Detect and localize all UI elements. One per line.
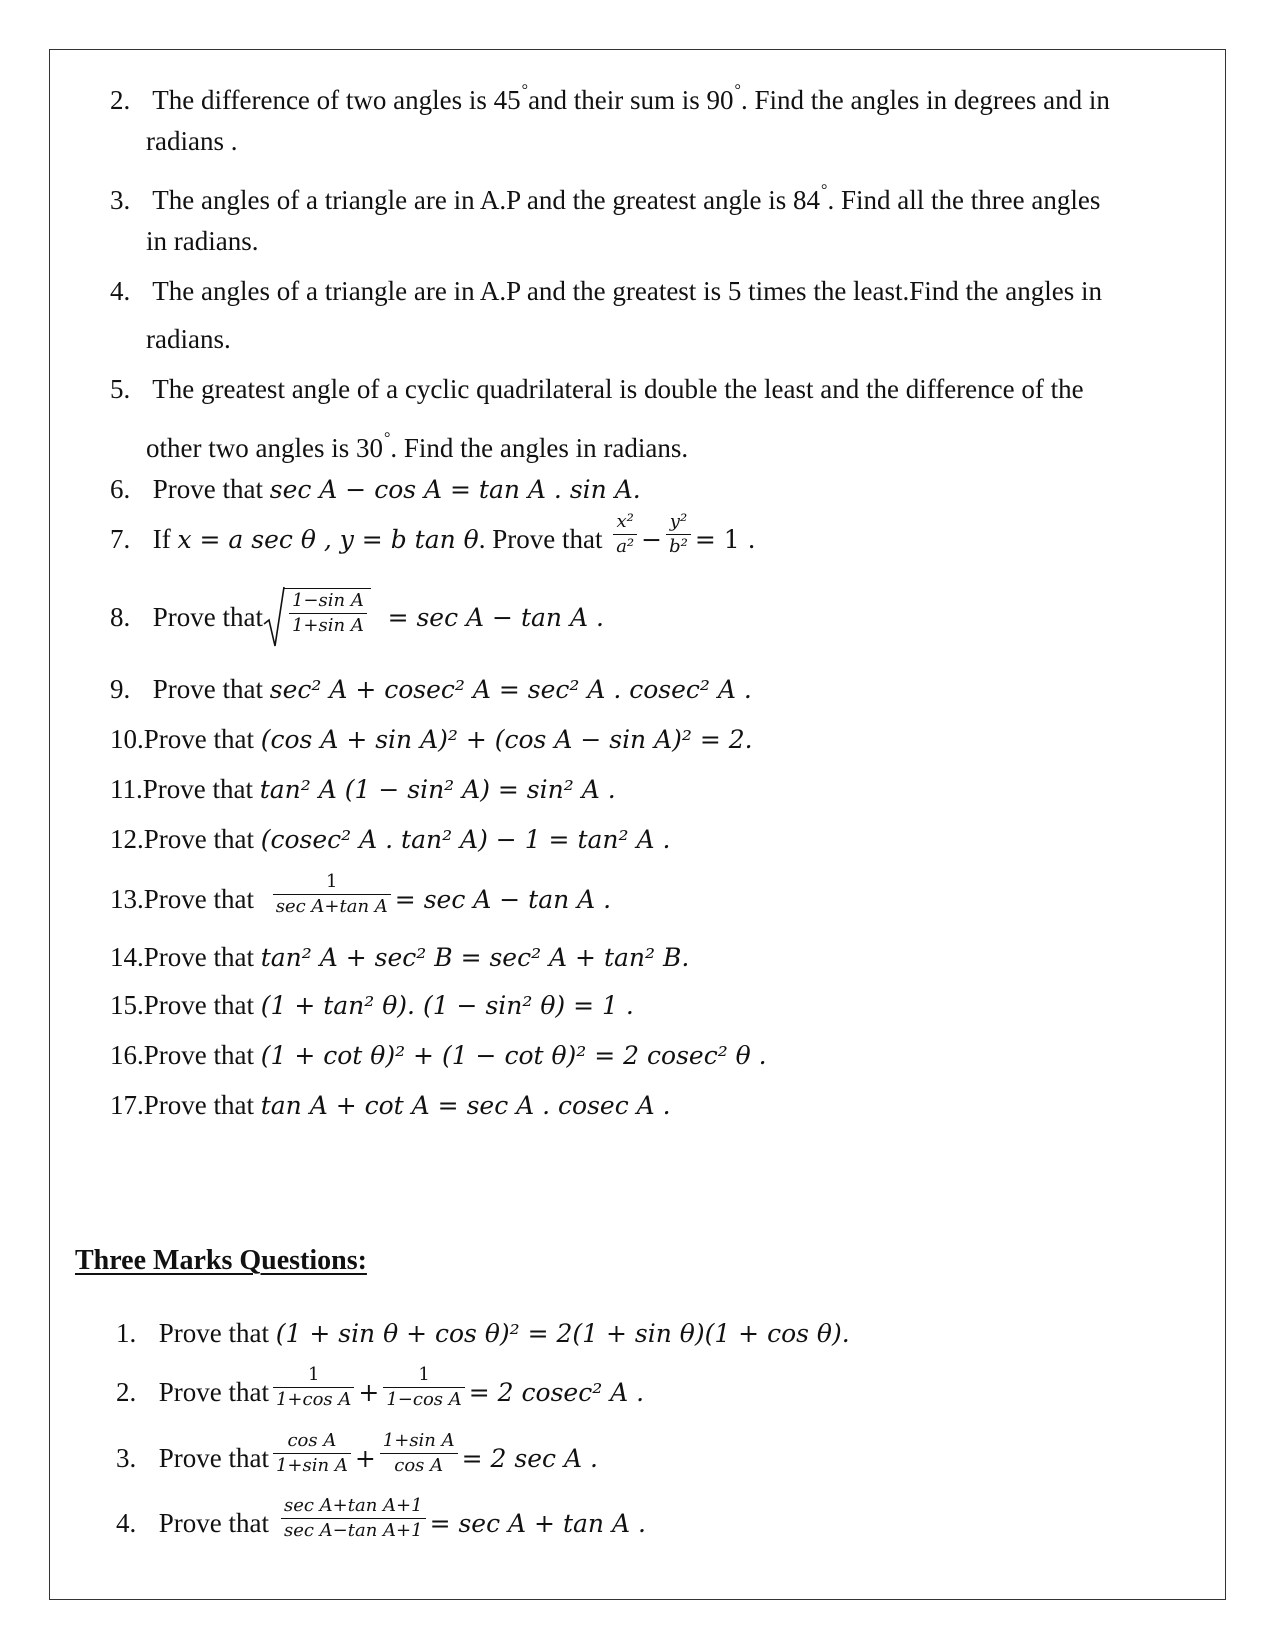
math-expression: tan² A (1 − sin² A) = sin² A .	[259, 775, 616, 804]
question-number: 4.	[110, 276, 131, 306]
question-13	[110, 871, 612, 919]
fraction-cos-plus: $\frac{1}{\text{1+cos A}}$	[273, 1363, 354, 1412]
fraction-sine: $\frac{\text{1−sin A}}{\text{1+sin A}}$	[289, 589, 367, 638]
three-mark-question-4	[116, 1495, 646, 1543]
question-text: Prove that	[158, 1318, 269, 1348]
question-4	[110, 274, 1102, 308]
question-text: Prove that	[152, 674, 263, 704]
question-8	[110, 589, 604, 638]
question-text: Prove that	[143, 724, 254, 754]
math-expression: tan² A + sec² B = sec² A + tan² B.	[260, 943, 690, 972]
fraction-cos-over-sin: $\frac{\text{cos A}}{\text{1+sin A}}$	[273, 1429, 351, 1478]
question-number: 5.	[110, 374, 131, 404]
question-text: Prove that	[143, 884, 254, 914]
question-text: The greatest angle of a cyclic quadrilateral is double the least and the difference of the	[152, 374, 1084, 404]
question-number: 14.	[110, 942, 144, 972]
question-number: 10.	[110, 724, 144, 754]
fraction-sec-tan: $\frac{\text{sec A+tan A+1}}{\text{sec A−tan A+1}}$	[281, 1494, 426, 1543]
question-number: 2.	[116, 1377, 137, 1407]
math-expression: = sec A + tan A .	[429, 1509, 646, 1538]
question-17	[110, 1088, 671, 1123]
math-expression: = 2 sec A .	[461, 1444, 598, 1473]
question-number: 8.	[110, 602, 131, 632]
question-number: 4.	[116, 1508, 137, 1538]
question-4-continuation: radians.	[146, 324, 231, 354]
section-heading-three-marks: Three Marks Questions:	[75, 1245, 367, 1276]
question-number: 3.	[116, 1443, 137, 1473]
question-number: 12.	[110, 824, 144, 854]
question-text: Prove that	[143, 942, 254, 972]
question-text: The difference of two angles is 45	[152, 85, 521, 115]
question-text: . Prove that	[478, 524, 603, 554]
question-text: Prove that	[158, 1443, 269, 1473]
fraction-y-over-b: $\frac{\text{y²}}{\text{b²}}$	[666, 510, 691, 559]
question-number: 2.	[110, 85, 131, 115]
question-number: 1.	[116, 1318, 137, 1348]
question-6	[110, 472, 641, 507]
question-text: Prove that	[158, 1508, 269, 1538]
question-5-continuation: other two angles is 30°. Find the angles in radians.	[146, 430, 689, 463]
math-expression: (1 + sin θ + cos θ)² = 2(1 + sin θ)(1 + cos θ).	[275, 1319, 850, 1348]
math-expression: sec² A + cosec² A = sec² A . cosec² A .	[269, 675, 752, 704]
question-12	[110, 822, 670, 857]
question-text: Prove that	[143, 1040, 254, 1070]
question-text: Prove that	[143, 1090, 254, 1120]
question-text: Prove that	[142, 774, 253, 804]
math-expression: = 1 .	[694, 525, 756, 554]
question-number: 7.	[110, 524, 131, 554]
question-7: 7. If x = a sec θ , y = b tan θ. Prove that $\frac{\text{x²}}{\text{a²}}$ − $\frac{\text{y²}}{\text{b²}}$ = 1 .	[110, 511, 756, 558]
question-number: 9.	[110, 674, 131, 704]
three-mark-question-2: 2. Prove that $\frac{1}{\text{1+cos A}}$ + $\frac{1}{\text{1−cos A}}$ = 2 cosec² A .	[116, 1364, 645, 1411]
fraction-x-over-a: $\frac{\text{x²}}{\text{a²}}$	[613, 510, 637, 559]
question-11	[110, 772, 616, 807]
math-expression: x = a sec θ , y = b tan θ	[177, 525, 479, 554]
question-text: Prove that	[143, 990, 254, 1020]
question-16	[110, 1038, 767, 1073]
fraction-reciprocal: $\frac{1}{\text{sec A+tan A}}$	[273, 870, 391, 919]
question-number: 3.	[110, 185, 131, 215]
math-expression: (1 + cot θ)² + (1 − cot θ)² = 2 cosec² θ .	[260, 1041, 767, 1070]
question-14	[110, 940, 689, 975]
question-10	[110, 722, 753, 757]
math-expression: (cosec² A . tan² A) − 1 = tan² A .	[260, 825, 671, 854]
question-number: 6.	[110, 474, 131, 504]
question-text: Prove that	[143, 824, 254, 854]
question-text: If	[152, 524, 171, 554]
math-expression: (1 + tan² θ). (1 − sin² θ) = 1 .	[260, 991, 634, 1020]
question-text: Prove that	[152, 474, 263, 504]
math-expression: = sec A − tan A .	[387, 603, 604, 632]
question-number: 15.	[110, 990, 144, 1020]
question-text: . Find all the three angles	[827, 185, 1101, 215]
math-expression: tan A + cot A = sec A . cosec A .	[260, 1091, 671, 1120]
square-root	[263, 588, 371, 638]
math-expression: (cos A + sin A)² + (cos A − sin A)² = 2.	[260, 725, 753, 754]
question-text: The angles of a triangle are in A.P and the greatest angle is 84	[152, 185, 821, 215]
math-expression: = sec A − tan A .	[394, 885, 612, 914]
three-mark-question-3: 3. Prove that $\frac{\text{cos A}}{\text{1+sin A}}$ + $\frac{\text{1+sin A}}{\text{cos A}}$ = 2 sec A .	[116, 1430, 598, 1477]
question-3: 3. The angles of a triangle are in A.P and the greatest angle is 84°. Find all the three angles	[110, 182, 1101, 215]
fraction-sin-over-cos: $\frac{\text{1+sin A}}{\text{cos A}}$	[380, 1429, 458, 1478]
question-text: Prove that	[158, 1377, 269, 1407]
three-mark-question-1	[116, 1316, 850, 1351]
question-text: The angles of a triangle are in A.P and the greatest is 5 times the least.Find the angles in	[152, 276, 1103, 306]
math-expression: sec A − cos A = tan A . sin A.	[269, 475, 641, 504]
question-3-continuation: in radians.	[146, 226, 259, 256]
question-9	[110, 672, 752, 707]
question-number: 13.	[110, 884, 144, 914]
question-number: 11.	[110, 774, 143, 804]
question-text: Prove that	[152, 602, 263, 632]
question-number: 16.	[110, 1040, 144, 1070]
question-2-continuation: radians .	[146, 126, 238, 156]
question-2: 2. The difference of two angles is 45°and their sum is 90°. Find the angles in degrees and in	[110, 82, 1110, 115]
question-15	[110, 988, 634, 1023]
fraction-cos-minus: $\frac{1}{\text{1−cos A}}$	[383, 1363, 464, 1412]
question-number: 17.	[110, 1090, 144, 1120]
question-text: . Find the angles in degrees and in	[740, 85, 1110, 115]
question-5	[110, 372, 1084, 406]
math-expression: = 2 cosec² A .	[468, 1378, 645, 1407]
question-text: and their sum is 90	[528, 85, 734, 115]
